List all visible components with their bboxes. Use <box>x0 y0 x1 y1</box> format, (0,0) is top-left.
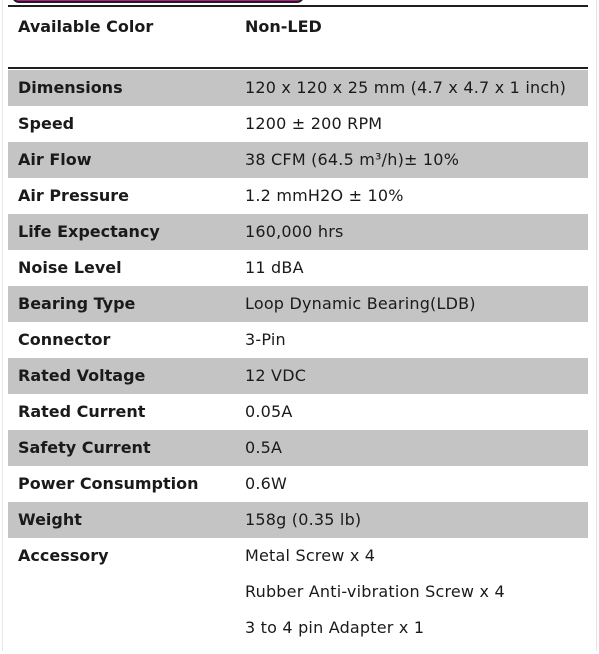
spec-label: Weight <box>18 510 82 529</box>
spec-value: 0.05A <box>245 402 293 421</box>
spec-label: Rated Voltage <box>18 366 146 385</box>
spec-row-connector <box>8 322 588 358</box>
spec-row-air-flow <box>8 142 588 178</box>
spec-label: Life Expectancy <box>18 222 160 241</box>
spec-value: 1.2 mmH2O ± 10% <box>245 186 404 205</box>
spec-row-accessory <box>8 538 588 646</box>
spec-label: Connector <box>18 330 111 349</box>
spec-label: Power Consumption <box>18 474 199 493</box>
spec-row-bearing-type <box>8 286 588 322</box>
spec-row-dimensions <box>8 70 588 106</box>
frame-left-border <box>2 0 3 651</box>
spec-row-safety-current <box>8 430 588 466</box>
frame-right-border <box>596 0 597 651</box>
spec-label: Air Pressure <box>18 186 129 205</box>
spec-row-air-pressure <box>8 178 588 214</box>
spec-value: 160,000 hrs <box>245 222 344 241</box>
spec-row-noise-level <box>8 250 588 286</box>
spec-value: Loop Dynamic Bearing(LDB) <box>245 294 476 313</box>
available-color-label: Available Color <box>18 17 154 36</box>
spec-row-power-consumption <box>8 466 588 502</box>
accessory-label: Accessory <box>18 546 109 565</box>
spec-value: 1200 ± 200 RPM <box>245 114 383 133</box>
spec-value: 0.6W <box>245 474 288 493</box>
spec-label: Safety Current <box>18 438 151 457</box>
spec-value: 11 dBA <box>245 258 304 277</box>
spec-value: 0.5A <box>245 438 283 457</box>
accessory-list <box>245 546 505 654</box>
top-tab-decoration <box>12 0 304 3</box>
spec-row-weight <box>8 502 588 538</box>
accessory-item: Metal Screw x 4 <box>245 546 376 565</box>
spec-row-rated-current <box>8 394 588 430</box>
spec-value: 38 CFM (64.5 m³/h)± 10% <box>245 150 460 169</box>
spec-table <box>8 70 588 646</box>
spec-label: Bearing Type <box>18 294 136 313</box>
available-color-row <box>8 7 588 67</box>
accessory-item: 3 to 4 pin Adapter x 1 <box>245 618 425 637</box>
available-color-value: Non-LED <box>245 17 322 36</box>
spec-label: Speed <box>18 114 75 133</box>
spec-value: 12 VDC <box>245 366 307 385</box>
spec-label: Noise Level <box>18 258 122 277</box>
header-divider <box>8 67 588 69</box>
spec-value: 3-Pin <box>245 330 286 349</box>
spec-label: Rated Current <box>18 402 146 421</box>
spec-value: 120 x 120 x 25 mm (4.7 x 4.7 x 1 inch) <box>245 78 567 97</box>
spec-label: Air Flow <box>18 150 92 169</box>
spec-row-life-expectancy <box>8 214 588 250</box>
spec-row-speed <box>8 106 588 142</box>
accessory-item: Rubber Anti-vibration Screw x 4 <box>245 582 505 601</box>
spec-row-rated-voltage <box>8 358 588 394</box>
spec-value: 158g (0.35 lb) <box>245 510 362 529</box>
spec-label: Dimensions <box>18 78 123 97</box>
